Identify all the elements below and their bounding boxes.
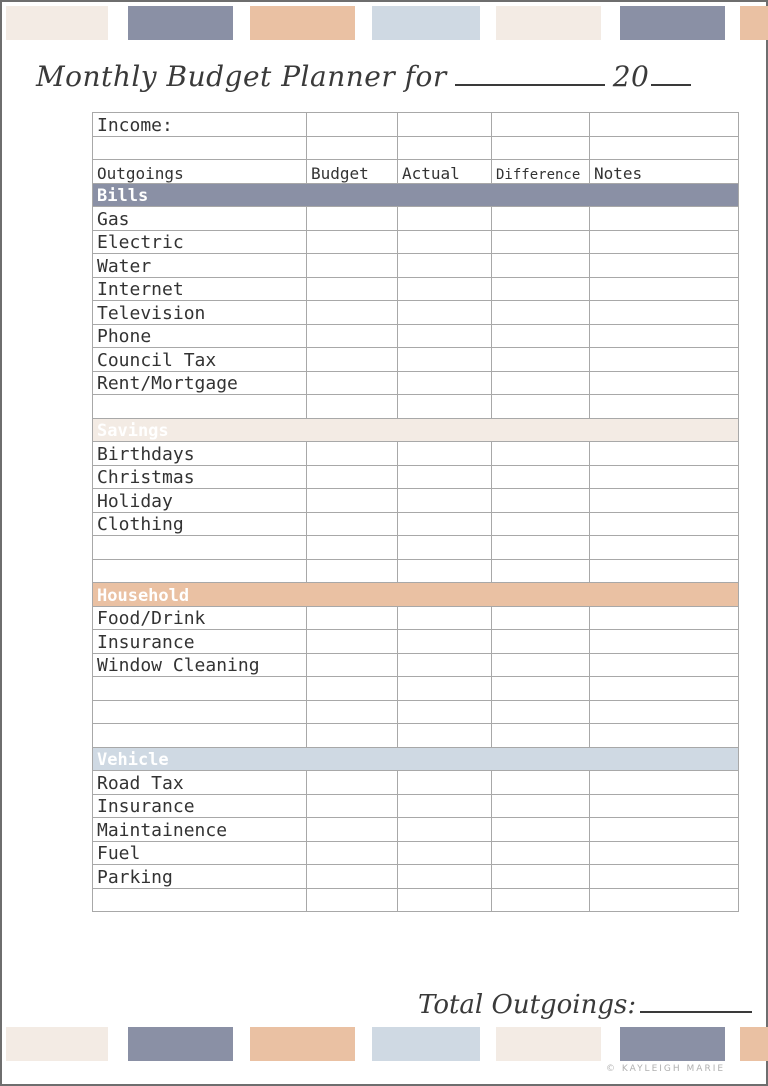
notes-cell[interactable] [590, 794, 739, 818]
item-label [93, 888, 307, 912]
item-label [93, 700, 307, 724]
budget-cell[interactable] [307, 559, 398, 583]
table-row [93, 489, 739, 513]
table-row [93, 348, 739, 372]
section-label: Vehicle [93, 747, 739, 771]
difference-cell[interactable] [492, 724, 590, 748]
budget-cell[interactable] [307, 324, 398, 348]
table-row [93, 653, 739, 677]
item-label: Clothing [93, 512, 307, 536]
table-row [93, 724, 739, 748]
color-block [740, 1027, 768, 1061]
item-label: Rent/Mortgage [93, 371, 307, 395]
actual-cell[interactable] [398, 700, 492, 724]
notes-cell[interactable] [590, 442, 739, 466]
budget-cell[interactable] [307, 841, 398, 865]
actual-cell[interactable] [398, 207, 492, 231]
difference-cell[interactable] [492, 606, 590, 630]
color-block [372, 1027, 480, 1061]
income-row [93, 113, 739, 137]
name-blank-line[interactable] [455, 66, 605, 86]
table-row [93, 677, 739, 701]
income-label: Income: [93, 113, 307, 137]
table-row [93, 277, 739, 301]
item-label: Window Cleaning [93, 653, 307, 677]
difference-cell[interactable] [492, 465, 590, 489]
actual-cell[interactable] [398, 559, 492, 583]
year-prefix: 20 [612, 60, 650, 93]
difference-cell[interactable] [492, 254, 590, 278]
header-budget: Budget [307, 160, 398, 184]
item-label: Television [93, 301, 307, 325]
page-title [36, 60, 691, 93]
difference-cell[interactable] [492, 301, 590, 325]
actual-cell[interactable] [398, 771, 492, 795]
blank-cell[interactable] [398, 136, 492, 160]
notes-cell[interactable] [590, 207, 739, 231]
difference-cell[interactable] [492, 324, 590, 348]
table-row [93, 512, 739, 536]
item-label [93, 724, 307, 748]
notes-cell[interactable] [590, 348, 739, 372]
table-row [93, 606, 739, 630]
difference-cell[interactable] [492, 559, 590, 583]
income-cell[interactable] [590, 113, 739, 137]
income-cell[interactable] [398, 113, 492, 137]
table-row [93, 230, 739, 254]
actual-cell[interactable] [398, 841, 492, 865]
difference-cell[interactable] [492, 489, 590, 513]
actual-cell[interactable] [398, 489, 492, 513]
item-label [93, 536, 307, 560]
actual-cell[interactable] [398, 865, 492, 889]
budget-cell[interactable] [307, 489, 398, 513]
top-color-strip [0, 6, 768, 40]
table-row [93, 771, 739, 795]
notes-cell[interactable] [590, 724, 739, 748]
notes-cell[interactable] [590, 489, 739, 513]
section-label: Savings [93, 418, 739, 442]
notes-cell[interactable] [590, 700, 739, 724]
actual-cell[interactable] [398, 512, 492, 536]
actual-cell[interactable] [398, 395, 492, 419]
difference-cell[interactable] [492, 230, 590, 254]
actual-cell[interactable] [398, 230, 492, 254]
budget-cell[interactable] [307, 865, 398, 889]
actual-cell[interactable] [398, 254, 492, 278]
table-row [93, 559, 739, 583]
actual-cell[interactable] [398, 301, 492, 325]
item-label: Holiday [93, 489, 307, 513]
budget-cell[interactable] [307, 442, 398, 466]
table-row [93, 301, 739, 325]
header-difference: Difference [492, 160, 590, 184]
difference-cell[interactable] [492, 371, 590, 395]
actual-cell[interactable] [398, 371, 492, 395]
item-label: Internet [93, 277, 307, 301]
table-row [93, 794, 739, 818]
difference-cell[interactable] [492, 630, 590, 654]
notes-cell[interactable] [590, 371, 739, 395]
blank-cell[interactable] [93, 136, 307, 160]
difference-cell[interactable] [492, 207, 590, 231]
section-label: Household [93, 583, 739, 607]
actual-cell[interactable] [398, 888, 492, 912]
notes-cell[interactable] [590, 841, 739, 865]
difference-cell[interactable] [492, 865, 590, 889]
actual-cell[interactable] [398, 630, 492, 654]
table-row [93, 207, 739, 231]
item-label: Birthdays [93, 442, 307, 466]
income-cell[interactable] [492, 113, 590, 137]
difference-cell[interactable] [492, 395, 590, 419]
header-actual: Actual [398, 160, 492, 184]
item-label [93, 677, 307, 701]
table-row [93, 254, 739, 278]
budget-cell[interactable] [307, 348, 398, 372]
actual-cell[interactable] [398, 677, 492, 701]
budget-cell[interactable] [307, 724, 398, 748]
budget-cell[interactable] [307, 465, 398, 489]
notes-cell[interactable] [590, 230, 739, 254]
notes-cell[interactable] [590, 630, 739, 654]
section-label: Bills [93, 183, 739, 207]
budget-cell[interactable] [307, 207, 398, 231]
section-header-bills [93, 183, 739, 207]
difference-cell[interactable] [492, 841, 590, 865]
item-label: Fuel [93, 841, 307, 865]
blank-cell[interactable] [307, 136, 398, 160]
actual-cell[interactable] [398, 442, 492, 466]
table-row [93, 324, 739, 348]
table-row [93, 700, 739, 724]
notes-cell[interactable] [590, 324, 739, 348]
table-row [93, 865, 739, 889]
title-text: Monthly Budget Planner for [36, 60, 447, 93]
item-label: Electric [93, 230, 307, 254]
table-row [93, 442, 739, 466]
blank-cell[interactable] [590, 136, 739, 160]
header-notes: Notes [590, 160, 739, 184]
notes-cell[interactable] [590, 277, 739, 301]
notes-cell[interactable] [590, 606, 739, 630]
item-label: Council Tax [93, 348, 307, 372]
item-label [93, 559, 307, 583]
actual-cell[interactable] [398, 465, 492, 489]
budget-cell[interactable] [307, 301, 398, 325]
budget-cell[interactable] [307, 606, 398, 630]
table-row [93, 630, 739, 654]
income-cell[interactable] [307, 113, 398, 137]
actual-cell[interactable] [398, 818, 492, 842]
notes-cell[interactable] [590, 395, 739, 419]
notes-cell[interactable] [590, 254, 739, 278]
color-block [250, 1027, 355, 1061]
blank-cell[interactable] [492, 136, 590, 160]
budget-cell[interactable] [307, 677, 398, 701]
copyright-text: © KAYLEIGH MARIE [606, 1064, 726, 1074]
budget-cell[interactable] [307, 277, 398, 301]
color-block [496, 6, 601, 40]
budget-cell[interactable] [307, 653, 398, 677]
section-header-household [93, 583, 739, 607]
total-outgoings-label: Total Outgoings: [418, 990, 637, 1020]
budget-cell[interactable] [307, 395, 398, 419]
item-label [93, 395, 307, 419]
budget-cell[interactable] [307, 794, 398, 818]
difference-cell[interactable] [492, 348, 590, 372]
item-label: Water [93, 254, 307, 278]
budget-cell[interactable] [307, 371, 398, 395]
table-row [93, 536, 739, 560]
budget-cell[interactable] [307, 254, 398, 278]
item-label: Phone [93, 324, 307, 348]
item-label: Road Tax [93, 771, 307, 795]
item-label: Maintainence [93, 818, 307, 842]
notes-cell[interactable] [590, 771, 739, 795]
actual-cell[interactable] [398, 606, 492, 630]
actual-cell[interactable] [398, 794, 492, 818]
budget-cell[interactable] [307, 888, 398, 912]
actual-cell[interactable] [398, 653, 492, 677]
notes-cell[interactable] [590, 512, 739, 536]
notes-cell[interactable] [590, 865, 739, 889]
item-label: Gas [93, 207, 307, 231]
difference-cell[interactable] [492, 818, 590, 842]
item-label: Parking [93, 865, 307, 889]
table-row [93, 818, 739, 842]
color-block [250, 6, 355, 40]
notes-cell[interactable] [590, 559, 739, 583]
budget-cell[interactable] [307, 700, 398, 724]
difference-cell[interactable] [492, 771, 590, 795]
difference-cell[interactable] [492, 700, 590, 724]
table-row [93, 395, 739, 419]
budget-cell[interactable] [307, 771, 398, 795]
color-block [740, 6, 768, 40]
difference-cell[interactable] [492, 888, 590, 912]
actual-cell[interactable] [398, 277, 492, 301]
table-row [93, 841, 739, 865]
year-blank-line[interactable] [651, 66, 691, 86]
item-label: Food/Drink [93, 606, 307, 630]
total-outgoings [418, 990, 752, 1020]
item-label: Insurance [93, 630, 307, 654]
color-block [6, 6, 108, 40]
budget-cell[interactable] [307, 536, 398, 560]
section-header-vehicle [93, 747, 739, 771]
item-label: Insurance [93, 794, 307, 818]
budget-table [92, 112, 739, 912]
table-row [93, 465, 739, 489]
budget-cell[interactable] [307, 818, 398, 842]
color-block [496, 1027, 601, 1061]
difference-cell[interactable] [492, 277, 590, 301]
actual-cell[interactable] [398, 324, 492, 348]
notes-cell[interactable] [590, 677, 739, 701]
difference-cell[interactable] [492, 536, 590, 560]
notes-cell[interactable] [590, 465, 739, 489]
difference-cell[interactable] [492, 677, 590, 701]
budget-cell[interactable] [307, 230, 398, 254]
notes-cell[interactable] [590, 301, 739, 325]
notes-cell[interactable] [590, 653, 739, 677]
color-block [372, 6, 480, 40]
notes-cell[interactable] [590, 818, 739, 842]
total-outgoings-blank-line[interactable] [640, 997, 752, 1013]
bottom-color-strip [0, 1027, 768, 1061]
actual-cell[interactable] [398, 724, 492, 748]
budget-cell[interactable] [307, 512, 398, 536]
color-block [128, 1027, 233, 1061]
item-label: Christmas [93, 465, 307, 489]
table-row [93, 888, 739, 912]
notes-cell[interactable] [590, 536, 739, 560]
color-block [620, 1027, 725, 1061]
color-block [620, 6, 725, 40]
actual-cell[interactable] [398, 348, 492, 372]
difference-cell[interactable] [492, 653, 590, 677]
notes-cell[interactable] [590, 888, 739, 912]
difference-cell[interactable] [492, 794, 590, 818]
table-row [93, 371, 739, 395]
section-header-savings [93, 418, 739, 442]
header-row [93, 160, 739, 184]
color-block [6, 1027, 108, 1061]
blank-row [93, 136, 739, 160]
budget-cell[interactable] [307, 630, 398, 654]
header-outgoings: Outgoings [93, 160, 307, 184]
actual-cell[interactable] [398, 536, 492, 560]
difference-cell[interactable] [492, 442, 590, 466]
difference-cell[interactable] [492, 512, 590, 536]
color-block [128, 6, 233, 40]
